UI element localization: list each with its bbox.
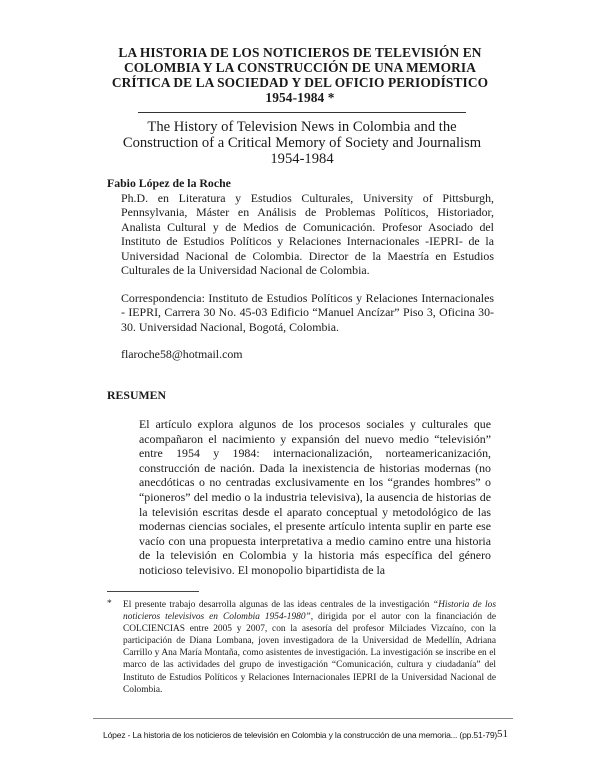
- footnote: [123, 599, 496, 696]
- running-footer: López - La historia de los noticieros de televisión en Colombia y la construcción de una memoria... (pp.51-79): [103, 730, 498, 740]
- abstract-heading: RESUMEN: [107, 388, 166, 402]
- article-title: LA HISTORIA DE LOS NOTICIEROS DE TELEVISIÓN EN COLOMBIA Y LA CONSTRUCCIÓN DE UNA MEMORIA CRÍTICA DE LA SOCIEDAD Y DEL OFICIO PERIODÍSTICO 1954-1984 *: [111, 45, 489, 105]
- footer-divider: [93, 718, 513, 719]
- footnote-project-title: “Historia de los noticieros televisivos en Colombia 1954-1980”: [123, 600, 496, 623]
- footnote-text-start: El presente trabajo desarrolla algunas de las ideas centrales de la investigación: [123, 600, 433, 610]
- author-name: Fabio López de la Roche: [107, 176, 231, 190]
- footnote-mark: *: [107, 599, 112, 609]
- footnote-text-end: , dirigida por el autor con la financiación de COLCIENCIAS entre 2005 y 2007, con la asesoría del profesor Milciades Vizcaíno, con la participación de Diana Lombana, joven investigadora de la Universidad de Medellín, Adriana Carrillo y Ana María Montaña, como asistentes de investigación. La investigación se inscribe en el marco de las actividades del grupo de investigación “Comunicación, cultura y ciudadanía” del Instituto de Estudios Políticos y Relaciones Internacionales IEPRI de la Universidad Nacional de Colombia.: [123, 612, 496, 695]
- author-correspondence: Correspondencia: Instituto de Estudios Políticos y Relaciones Internacionales - IEPRI, Carrera 30 No. 45-03 Edificio “Manuel Ancízar” Piso 3, Oficina 30-30. Universidad Nacional, Bogotá, Colombia.: [121, 291, 494, 334]
- page-number: 51: [497, 728, 508, 740]
- author-bio: Ph.D. en Literatura y Estudios Culturales, University of Pittsburgh, Pennsylvania, Máster en Análisis de Problemas Políticos, Historiador, Analista Cultural y de Medios de Comunicación. Profesor Asociado del Instituto de Estudios Políticos y Relaciones Internacionales -IEPRI- de la Universidad Nacional de Colombia. Director de la Maestría en Estudios Culturales de la Universidad Nacional de Colombia.: [121, 191, 494, 278]
- abstract-text: El artículo explora algunos de los procesos sociales y culturales que acompañaron el nacimiento y expansión del nuevo medio “televisión” entre 1954 y 1984: internacionalización, norteamericanización, construcción de nación. Dada la inexistencia de historias modernas (no anecdóticas o no centradas exclusivamente en los “grandes hombres” o “pioneros” del medio o la industria televisiva), la ausencia de historias de la televisión escritas desde el aparato conceptual y metodológico de las modernas ciencias sociales, el presente artículo intenta suplir en parte ese vacío con una propuesta interpretativa a medio camino entre una historia de la televisión en Colombia y la historia más específica del género noticioso televisivo. El monopolio bipartidista de la: [139, 417, 491, 577]
- footnote-divider: [107, 591, 199, 592]
- article-subtitle-english: The History of Television News in Colombia and the Construction of a Critical Memory of Society and Journalism 1954-1984: [122, 119, 482, 167]
- author-email[interactable]: flaroche58@hotmail.com: [121, 347, 243, 361]
- title-divider: [138, 112, 466, 113]
